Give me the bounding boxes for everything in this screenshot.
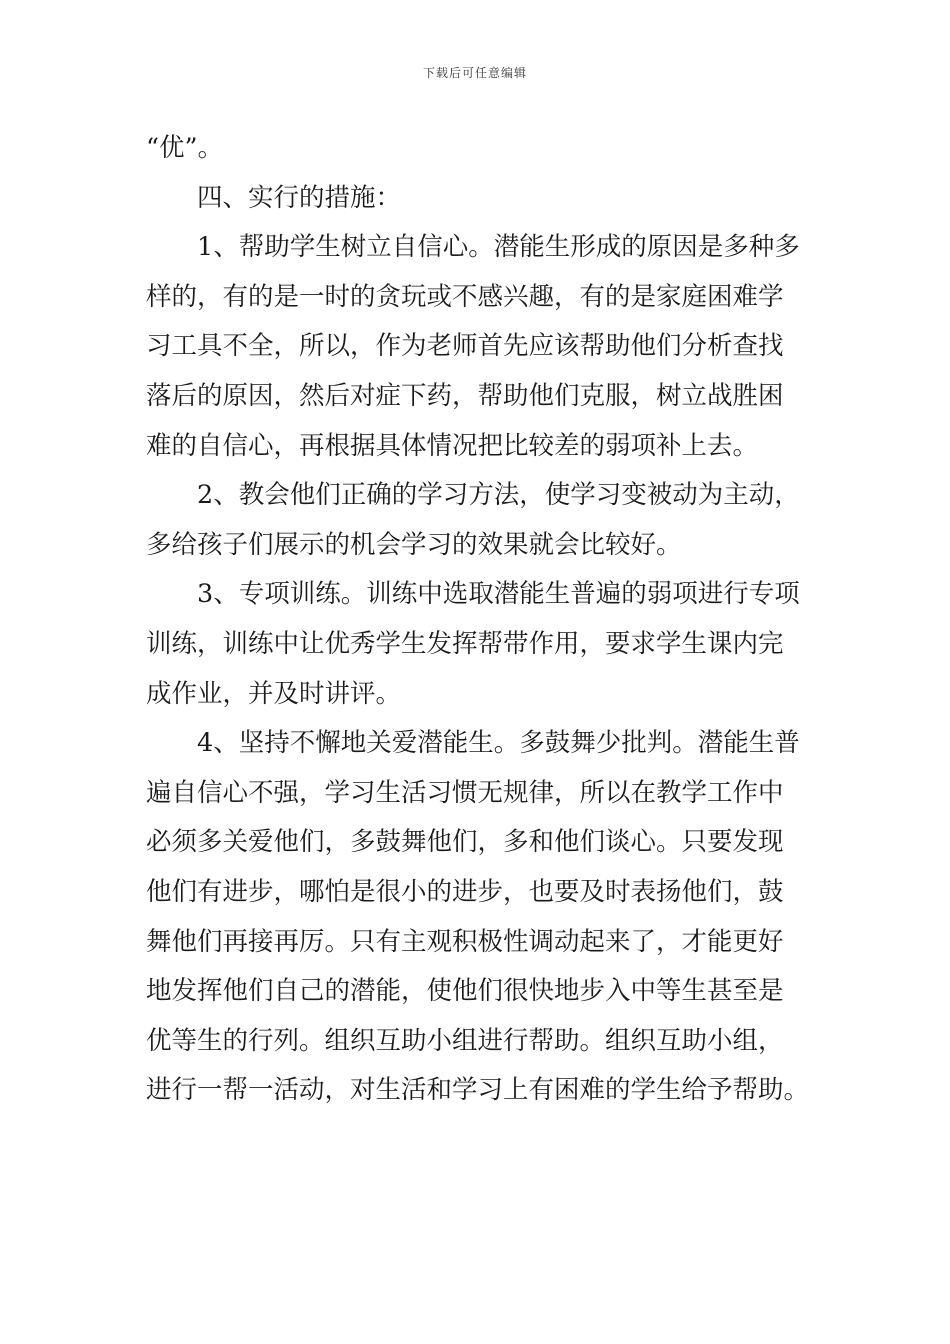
body-line: 训练，训练中让优秀学生发挥帮带作用，要求学生课内完 bbox=[146, 628, 784, 659]
body-line: 难的自信心，再根据具体情况把比较差的弱项补上去。 bbox=[146, 430, 759, 461]
page-header-note: 下载后可任意编辑 bbox=[422, 66, 527, 80]
body-line: 样的，有的是一时的贪玩或不感兴趣，有的是家庭困难学 bbox=[146, 281, 784, 312]
body-line: 落后的原因，然后对症下药，帮助他们克服，树立战胜困 bbox=[146, 380, 784, 411]
body-line: 地发挥他们自己的潜能，使他们很快地步入中等生甚至是 bbox=[146, 976, 784, 1007]
body-line: 必须多关爱他们，多鼓舞他们，多和他们谈心。只要发现 bbox=[146, 827, 784, 858]
body-line: 习工具不全，所以，作为老师首先应该帮助他们分析查找 bbox=[146, 331, 784, 362]
body-line: 2、教会他们正确的学习方法，使学习变被动为主动， bbox=[146, 480, 800, 511]
body-line: 多给孩子们展示的机会学习的效果就会比较好。 bbox=[146, 529, 682, 560]
document-body bbox=[146, 124, 810, 1116]
body-line: 4、坚持不懈地关爱潜能生。多鼓舞少批判。潜能生普 bbox=[146, 728, 800, 759]
body-line: 舞他们再接再厉。只有主观积极性调动起来了，才能更好 bbox=[146, 926, 784, 957]
body-line: 遍自信心不强，学习生活习惯无规律，所以在教学工作中 bbox=[146, 777, 784, 808]
section-heading: 四、实行的措施： bbox=[146, 182, 402, 213]
body-line: “优”。 bbox=[146, 133, 224, 163]
body-line: 3、专项训练。训练中选取潜能生普遍的弱项进行专项 bbox=[146, 579, 800, 610]
body-line: 1、帮助学生树立自信心。潜能生形成的原因是多种多 bbox=[146, 232, 800, 263]
body-line: 成作业，并及时讲评。 bbox=[146, 678, 402, 709]
body-line: 优等生的行列。组织互助小组进行帮助。组织互助小组， bbox=[146, 1025, 784, 1056]
body-line: 进行一帮一活动，对生活和学习上有困难的学生给予帮助。 bbox=[146, 1075, 810, 1106]
body-line: 他们有进步，哪怕是很小的进步，也要及时表扬他们，鼓 bbox=[146, 876, 784, 907]
